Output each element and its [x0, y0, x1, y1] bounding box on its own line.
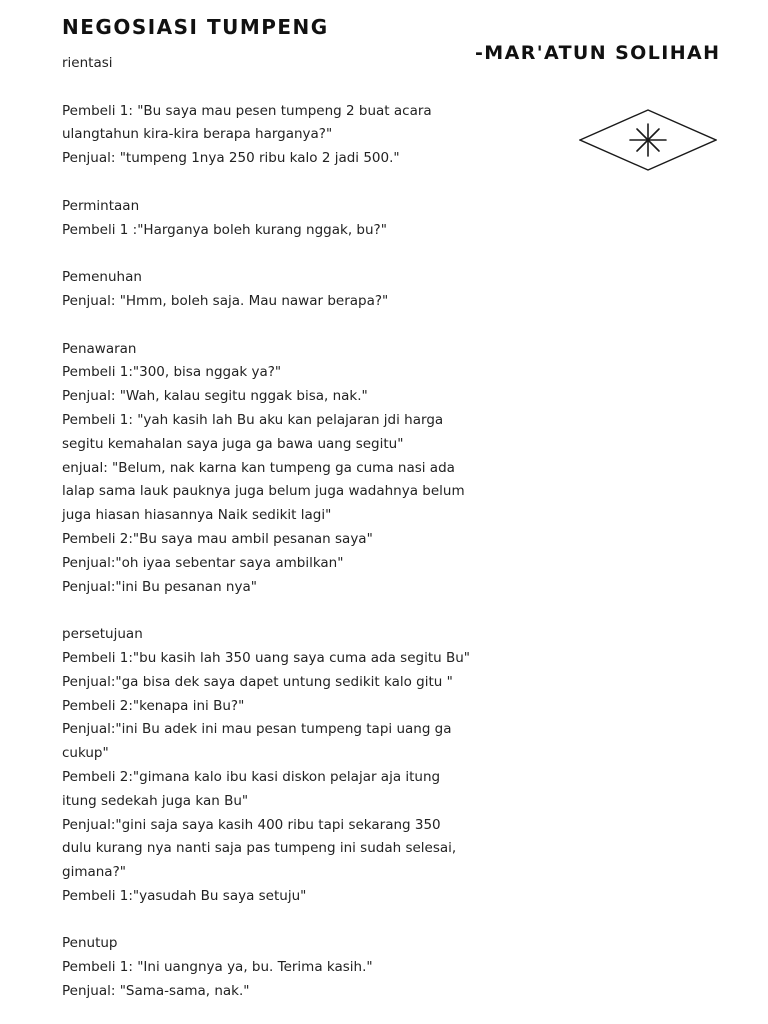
- section-orientasi: [62, 52, 502, 171]
- dialogue-line: Penjual:"ini Bu pesanan nya": [62, 578, 257, 595]
- dialogue-line: ulangtahun kira-kira berapa harganya?": [62, 126, 333, 143]
- document-title: NEGOSIASI TUMPENG: [62, 15, 329, 39]
- dialogue-line: Penjual: "Hmm, boleh saja. Mau nawar berapa?": [62, 292, 389, 309]
- dialogue-line: enjual: "Belum, nak karna kan tumpeng ga cuma nasi ada: [62, 459, 455, 476]
- spacer: [62, 599, 502, 623]
- section-heading: persetujuan: [62, 626, 143, 643]
- dialogue-line: Pembeli 1:"yasudah Bu saya setuju": [62, 887, 307, 904]
- dialogue-line: Penjual:"gini saja saya kasih 400 ribu tapi sekarang 350: [62, 816, 441, 833]
- dialogue-line: Penjual:"ini Bu adek ini mau pesan tumpeng tapi uang ga: [62, 721, 452, 738]
- section-heading: Pemenuhan: [62, 269, 142, 286]
- spacer: [62, 242, 502, 266]
- section-heading: Penutup: [62, 935, 118, 952]
- dialogue-line: Pembeli 1: "Bu saya mau pesen tumpeng 2 buat acara: [62, 102, 432, 119]
- section-persetujuan: [62, 623, 502, 909]
- dialogue-line: Penjual: "Wah, kalau segitu nggak bisa, nak.": [62, 388, 368, 405]
- dialogue-line: Pembeli 1: "yah kasih lah Bu aku kan pelajaran jdi harga: [62, 411, 444, 428]
- dialogue-line: lalap sama lauk pauknya juga belum juga wadahnya belum: [62, 483, 465, 500]
- dialogue-line: cukup": [62, 745, 109, 762]
- section-heading: rientasi: [62, 55, 113, 71]
- dialogue-line: Penjual:"ga bisa dek saya dapet untung sedikit kalo gitu ": [62, 673, 453, 690]
- diamond-asterisk-icon: [579, 109, 717, 171]
- dialogue-line: dulu kurang nya nanti saja pas tumpeng ini sudah selesai,: [62, 840, 457, 857]
- dialogue-line: juga hiasan hiasannya Naik sedikit lagi": [62, 507, 332, 524]
- dialogue-line: Penjual: "tumpeng 1nya 250 ribu kalo 2 jadi 500.": [62, 150, 400, 167]
- section-heading: Penawaran: [62, 340, 137, 357]
- section-heading: Permintaan: [62, 197, 140, 214]
- dialogue-line: Pembeli 2:"kenapa ini Bu?": [62, 697, 245, 714]
- spacer: [62, 314, 502, 338]
- section-pemenuhan: [62, 266, 502, 314]
- section-penawaran: [62, 338, 502, 600]
- dialogue-line: Penjual:"oh iyaa sebentar saya ambilkan": [62, 554, 344, 571]
- dialogue-line: Pembeli 1:"bu kasih lah 350 uang saya cuma ada segitu Bu": [62, 649, 470, 666]
- spacer: [62, 909, 502, 933]
- dialogue-line: Penjual: "Sama-sama, nak.": [62, 983, 250, 1000]
- dialogue-line: Pembeli 2:"gimana kalo ibu kasi diskon pelajar aja itung: [62, 768, 441, 785]
- dialogue-body: [62, 52, 502, 1004]
- dialogue-line: Pembeli 1:"300, bisa nggak ya?": [62, 364, 282, 381]
- dialogue-line: gimana?": [62, 864, 126, 881]
- dialogue-line: Pembeli 1: "Ini uangnya ya, bu. Terima kasih.": [62, 959, 373, 976]
- dialogue-line: itung sedekah juga kan Bu": [62, 792, 249, 809]
- section-permintaan: [62, 195, 502, 243]
- author-name: -MAR'ATUN SOLIHAH: [475, 42, 721, 64]
- section-penutup: [62, 932, 502, 1003]
- spacer: [62, 76, 502, 100]
- dialogue-line: Pembeli 2:"Bu saya mau ambil pesanan saya": [62, 530, 373, 547]
- spacer: [62, 171, 502, 195]
- dialogue-line: segitu kemahalan saya juga ga bawa uang segitu": [62, 435, 404, 452]
- dialogue-line: Pembeli 1 :"Harganya boleh kurang nggak, bu?": [62, 221, 387, 238]
